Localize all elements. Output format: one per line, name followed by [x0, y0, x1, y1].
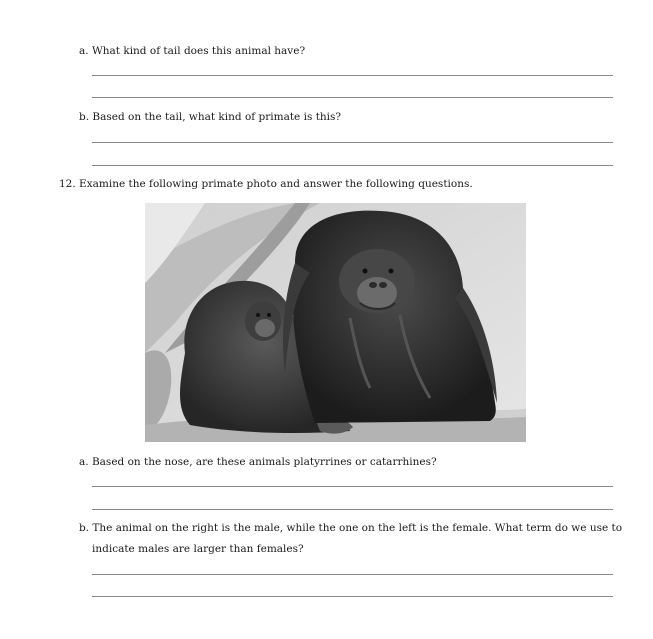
- question-12a: [79, 455, 437, 469]
- question-label: b.: [79, 522, 90, 534]
- question-12b-continuation: [92, 542, 304, 556]
- answer-line[interactable]: [92, 596, 613, 597]
- question-text: Examine the following primate photo and answer the following questions.: [79, 178, 473, 190]
- orangutan-photo-image: [145, 203, 526, 442]
- orangutan-photo: [145, 203, 526, 442]
- answer-line[interactable]: [92, 75, 613, 76]
- question-12b: [79, 521, 622, 535]
- answer-line[interactable]: [92, 165, 613, 166]
- answer-line[interactable]: [92, 486, 613, 487]
- question-12: [59, 177, 473, 191]
- question-label: b.: [79, 111, 90, 123]
- question-text: What kind of tail does this animal have?: [91, 45, 306, 57]
- answer-line[interactable]: [92, 509, 613, 510]
- question-text: indicate males are larger than females?: [92, 543, 304, 555]
- question-text: Based on the tail, what kind of primate is this?: [92, 111, 342, 123]
- question-text: Based on the nose, are these animals platyrrines or catarrhines?: [91, 456, 437, 468]
- question-text: The animal on the right is the male, while the one on the left is the female. What term do we use to: [92, 522, 623, 534]
- answer-line[interactable]: [92, 142, 613, 143]
- question-number: 12.: [59, 178, 76, 190]
- question-label: a.: [79, 45, 89, 57]
- question-label: a.: [79, 456, 89, 468]
- question-11b: [79, 110, 341, 124]
- answer-line[interactable]: [92, 97, 613, 98]
- answer-line[interactable]: [92, 574, 613, 575]
- question-11a: [79, 44, 305, 58]
